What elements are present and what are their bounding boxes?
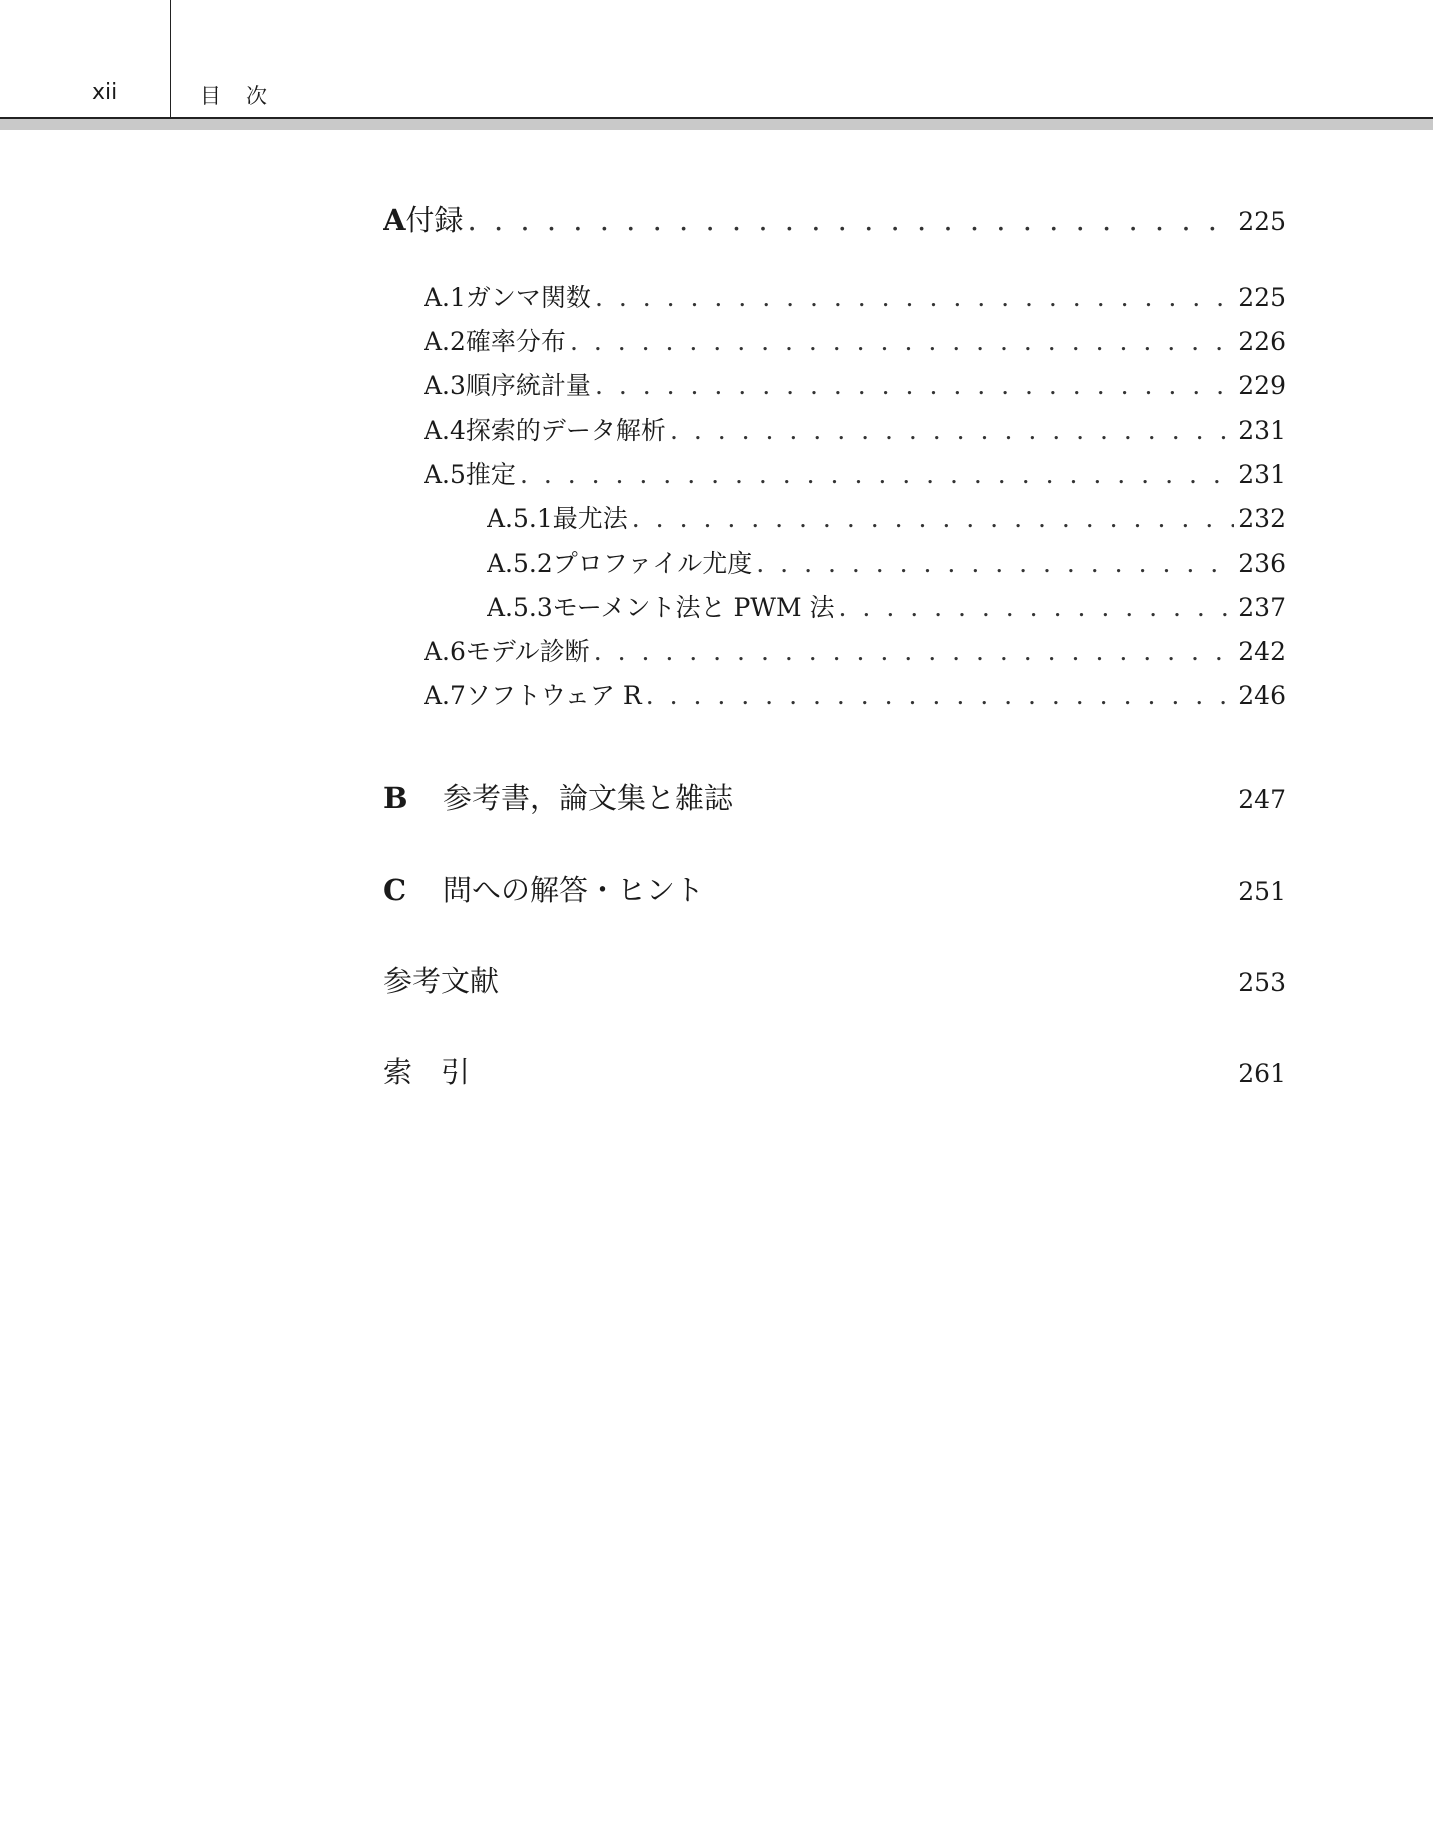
toc-entry-title: 推定 [465,460,516,489]
toc-entry-title: 順序統計量 [465,371,591,400]
toc-entry-number: A.2 [424,327,466,356]
toc-entry-title: 最尤法 [552,504,628,533]
toc-entry-number: A.5.1 [487,504,553,533]
toc-entry-title: 参考文献 [383,964,500,998]
toc-entry-title: プロファイル尤度 [552,549,753,578]
toc-entry[interactable] [424,632,1286,668]
toc-entry[interactable] [383,868,1286,909]
dot-leader [570,327,1234,356]
toc-entry-page: 229 [1238,371,1286,400]
toc-entry[interactable] [424,676,1286,712]
toc-entry[interactable] [383,959,1286,1000]
dot-leader [468,203,1235,237]
dot-leader [646,681,1235,710]
toc-entry-page: 231 [1238,416,1286,445]
toc-entry-number: C [383,873,407,907]
running-title: 目 次 [200,84,269,108]
page-header [0,0,1433,130]
toc-entry[interactable] [424,411,1286,447]
dot-leader [594,637,1235,666]
toc-entry-title: モーメント法と PWM 法 [552,593,835,622]
toc-entry-number: A.4 [424,416,466,445]
toc-entry-number: A.7 [424,681,466,710]
toc-entry-number: B [383,781,408,815]
toc-entry-title: モデル診断 [465,637,590,666]
toc-entry-title: 探索的データ解析 [465,416,666,445]
toc-entry-title: 確率分布 [465,327,566,356]
toc-entry-page: 242 [1238,637,1286,666]
toc-entry-page: 225 [1238,207,1286,236]
dot-leader [839,593,1235,622]
dot-leader [670,416,1234,445]
toc-entry[interactable] [424,278,1286,314]
toc-entry-number: A.5.2 [487,549,553,578]
toc-entry-number: A.5.3 [487,593,553,622]
toc-entry[interactable] [487,499,1286,535]
toc-entry-number: A.1 [424,283,466,312]
toc-entry[interactable] [383,198,1286,239]
toc-entry-title: 索 引 [383,1055,471,1089]
toc-entry-page: 247 [1238,785,1286,814]
toc-entry-page: 236 [1238,549,1286,578]
dot-leader [632,504,1235,533]
toc-entry-page: 226 [1238,327,1286,356]
toc-entry-number: A.6 [424,637,466,666]
toc-entry-title: 参考書，論文集と雑誌 [443,781,734,815]
toc-entry[interactable] [383,1050,1286,1091]
page-number: xii [92,80,118,105]
toc-entry-number: A.3 [424,371,466,400]
toc-entry[interactable] [424,322,1286,358]
toc-entry-page: 253 [1238,968,1286,997]
toc-entry-title: 問への解答・ヒント [443,873,705,907]
toc-entry[interactable] [424,366,1286,402]
dot-leader [520,460,1234,489]
dot-leader [595,371,1234,400]
toc-entry-page: 225 [1238,283,1286,312]
toc-entry[interactable] [383,776,1286,817]
toc-entry-page: 261 [1238,1059,1286,1088]
header-shade-band [0,119,1433,130]
toc-entry-page: 231 [1238,460,1286,489]
toc-entry-page: 237 [1238,593,1286,622]
toc-entry-number: A.5 [424,460,466,489]
toc-entry-page: 232 [1238,504,1286,533]
dot-leader [756,549,1234,578]
toc-entry-page: 246 [1238,681,1286,710]
toc-entry-page: 251 [1238,877,1286,906]
toc-entry[interactable] [424,455,1286,491]
toc-entry[interactable] [487,544,1286,580]
toc-entry-title: ガンマ関数 [465,283,591,312]
dot-leader [595,283,1234,312]
header-vertical-rule [170,0,171,118]
toc-entry-number: A [383,203,406,237]
toc-entry-title: ソフトウェア R [465,681,642,710]
toc-entry-title: 付録 [405,203,464,237]
toc-entry[interactable] [487,588,1286,624]
